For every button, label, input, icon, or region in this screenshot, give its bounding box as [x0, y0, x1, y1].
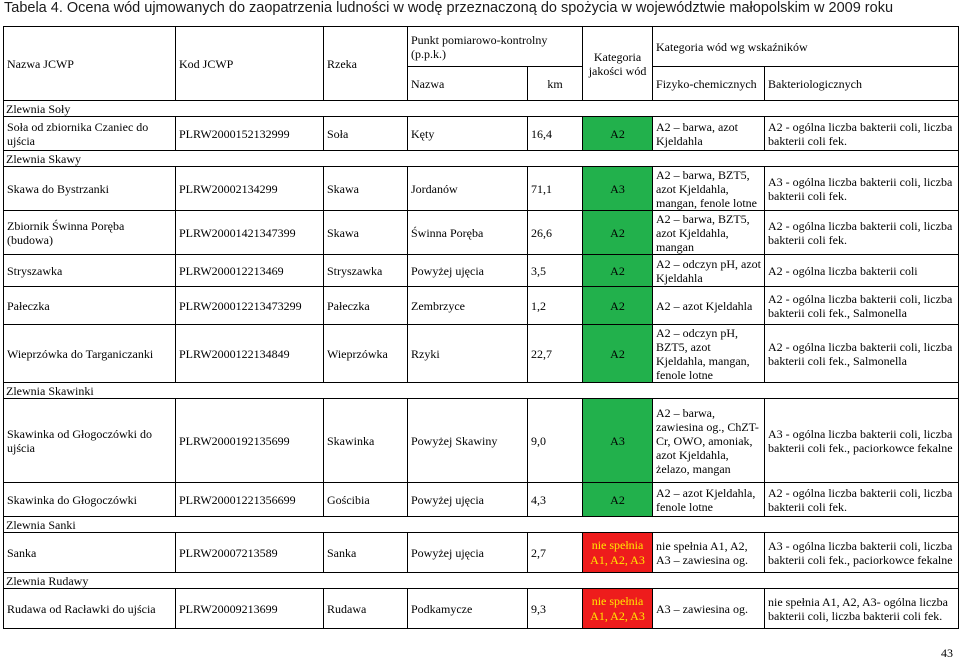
header-point-km: km	[528, 67, 583, 101]
cell-river: Soła	[324, 117, 408, 151]
header-bact: Bakteriologicznych	[765, 67, 959, 101]
cell-km: 1,2	[528, 287, 583, 325]
cell-physchem: A2 – azot Kjeldahla, fenole lotne	[653, 483, 765, 517]
cell-bact: A2 - ogólna liczba bakterii coli, liczba bakterii coli fek.	[765, 483, 959, 517]
cell-river: Wieprzówka	[324, 325, 408, 383]
cell-category: A2	[583, 255, 653, 287]
header-indicator-category: Kategoria wód wg wskaźników	[653, 27, 959, 67]
cell-river: Sanka	[324, 533, 408, 573]
cell-km: 9,0	[528, 399, 583, 483]
cell-physchem: A2 – azot Kjeldahla	[653, 287, 765, 325]
cell-point: Powyżej ujęcia	[408, 483, 528, 517]
cell-jcwp-name: Skawa do Bystrzanki	[4, 167, 176, 211]
table-row	[4, 325, 959, 383]
cell-physchem: A2 – barwa, BZT5, azot Kjeldahla, mangan, fenole lotne	[653, 167, 765, 211]
cell-jcwp-code: PLRW20001421347399	[176, 211, 324, 255]
cell-bact: nie spełnia A1, A2, A3- ogólna liczba bakterii coli, liczba bakterii coli fek.	[765, 589, 959, 629]
cell-point: Jordanów	[408, 167, 528, 211]
cell-km: 9,3	[528, 589, 583, 629]
cell-category: nie spełnia A1, A2, A3	[583, 589, 653, 629]
cell-river: Skawa	[324, 211, 408, 255]
table-row	[4, 483, 959, 517]
cell-jcwp-name: Soła od zbiornika Czaniec do ujścia	[4, 117, 176, 151]
cell-bact: A3 - ogólna liczba bakterii coli, liczba bakterii coli fek., paciorkowce fekalne	[765, 533, 959, 573]
group-label: Zlewnia Skawinki	[4, 383, 959, 399]
cell-jcwp-name: Rudawa od Racławki do ujścia	[4, 589, 176, 629]
table-row	[4, 399, 959, 483]
cell-jcwp-name: Skawinka do Głogoczówki	[4, 483, 176, 517]
cell-physchem: nie spełnia A1, A2, A3 – zawiesina og.	[653, 533, 765, 573]
cell-jcwp-name: Pałeczka	[4, 287, 176, 325]
cell-category: A3	[583, 399, 653, 483]
cell-bact: A2 - ogólna liczba bakterii coli, liczba bakterii coli fek.	[765, 211, 959, 255]
cell-bact: A2 - ogólna liczba bakterii coli, liczba bakterii coli fek.	[765, 117, 959, 151]
header-river: Rzeka	[324, 27, 408, 101]
header-point: Punkt pomiarowo-kontrolny (p.p.k.)	[408, 27, 583, 67]
table-row	[4, 117, 959, 151]
cell-river: Skawinka	[324, 399, 408, 483]
cell-jcwp-name: Wieprzówka do Targaniczanki	[4, 325, 176, 383]
cell-river: Rudawa	[324, 589, 408, 629]
cell-bact: A2 - ogólna liczba bakterii coli, liczba bakterii coli fek., Salmonella	[765, 287, 959, 325]
cell-category: A2	[583, 287, 653, 325]
cell-physchem: A3 – zawiesina og.	[653, 589, 765, 629]
cell-point: Zembrzyce	[408, 287, 528, 325]
group-label: Zlewnia Rudawy	[4, 573, 959, 589]
cell-jcwp-code: PLRW20001221356699	[176, 483, 324, 517]
cell-bact: A3 - ogólna liczba bakterii coli, liczba bakterii coli fek.	[765, 167, 959, 211]
cell-physchem: A2 – barwa, zawiesina og., ChZT-Cr, OWO, amoniak, azot Kjeldahla, żelazo, mangan	[653, 399, 765, 483]
cell-jcwp-code: PLRW200012213469	[176, 255, 324, 287]
cell-km: 16,4	[528, 117, 583, 151]
cell-jcwp-name: Stryszawka	[4, 255, 176, 287]
table-row	[4, 211, 959, 255]
table-row	[4, 533, 959, 573]
cell-km: 71,1	[528, 167, 583, 211]
cell-category: A2	[583, 325, 653, 383]
cell-point: Świnna Poręba	[408, 211, 528, 255]
table-row	[4, 167, 959, 211]
cell-km: 2,7	[528, 533, 583, 573]
cell-river: Gościbia	[324, 483, 408, 517]
header-jcwp-code: Kod JCWP	[176, 27, 324, 101]
cell-jcwp-code: PLRW2000152132999	[176, 117, 324, 151]
cell-bact: A2 - ogólna liczba bakterii coli, liczba bakterii coli fek., Salmonella	[765, 325, 959, 383]
cell-physchem: A2 – odczyn pH, BZT5, azot Kjeldahla, mangan, fenole lotne	[653, 325, 765, 383]
cell-jcwp-name: Zbiornik Świnna Poręba (budowa)	[4, 211, 176, 255]
header-point-name: Nazwa	[408, 67, 528, 101]
cell-jcwp-code: PLRW20009213699	[176, 589, 324, 629]
cell-river: Skawa	[324, 167, 408, 211]
table-title: Tabela 4. Ocena wód ujmowanych do zaopatrzenia ludności w wodę przeznaczoną do spożycia w województwie małopolskim w 2009 roku	[4, 0, 894, 16]
cell-jcwp-name: Skawinka od Głogoczówki do ujścia	[4, 399, 176, 483]
table-row	[4, 255, 959, 287]
cell-category: A3	[583, 167, 653, 211]
cell-point: Powyżej Skawiny	[408, 399, 528, 483]
cell-physchem: A2 – odczyn pH, azot Kjeldahla	[653, 255, 765, 287]
header-physchem: Fizyko-chemicznych	[653, 67, 765, 101]
cell-km: 22,7	[528, 325, 583, 383]
cell-km: 26,6	[528, 211, 583, 255]
cell-physchem: A2 – barwa, BZT5, azot Kjeldahla, mangan	[653, 211, 765, 255]
cell-river: Stryszawka	[324, 255, 408, 287]
cell-river: Pałeczka	[324, 287, 408, 325]
group-label: Zlewnia Soły	[4, 101, 959, 117]
cell-bact: A3 - ogólna liczba bakterii coli, liczba bakterii coli fek., paciorkowce fekalne	[765, 399, 959, 483]
water-quality-table	[3, 26, 959, 629]
cell-point: Podkamycze	[408, 589, 528, 629]
cell-category: A2	[583, 483, 653, 517]
table-row	[4, 287, 959, 325]
page-number: 43	[941, 646, 953, 660]
cell-point: Rzyki	[408, 325, 528, 383]
cell-jcwp-code: PLRW20007213589	[176, 533, 324, 573]
cell-physchem: A2 – barwa, azot Kjeldahla	[653, 117, 765, 151]
cell-jcwp-code: PLRW2000122134849	[176, 325, 324, 383]
cell-category: A2	[583, 211, 653, 255]
cell-bact: A2 - ogólna liczba bakterii coli	[765, 255, 959, 287]
cell-jcwp-name: Sanka	[4, 533, 176, 573]
cell-km: 3,5	[528, 255, 583, 287]
cell-point: Powyżej ujęcia	[408, 255, 528, 287]
cell-km: 4,3	[528, 483, 583, 517]
cell-jcwp-code: PLRW200012213473299	[176, 287, 324, 325]
group-label: Zlewnia Sanki	[4, 517, 959, 533]
group-label: Zlewnia Skawy	[4, 151, 959, 167]
cell-category: nie spełnia A1, A2, A3	[583, 533, 653, 573]
cell-point: Powyżej ujęcia	[408, 533, 528, 573]
header-jcwp-name: Nazwa JCWP	[4, 27, 176, 101]
cell-point: Kęty	[408, 117, 528, 151]
header-category: Kategoria jakości wód	[583, 27, 653, 101]
cell-jcwp-code: PLRW20002134299	[176, 167, 324, 211]
cell-jcwp-code: PLRW2000192135699	[176, 399, 324, 483]
cell-category: A2	[583, 117, 653, 151]
table-row	[4, 589, 959, 629]
